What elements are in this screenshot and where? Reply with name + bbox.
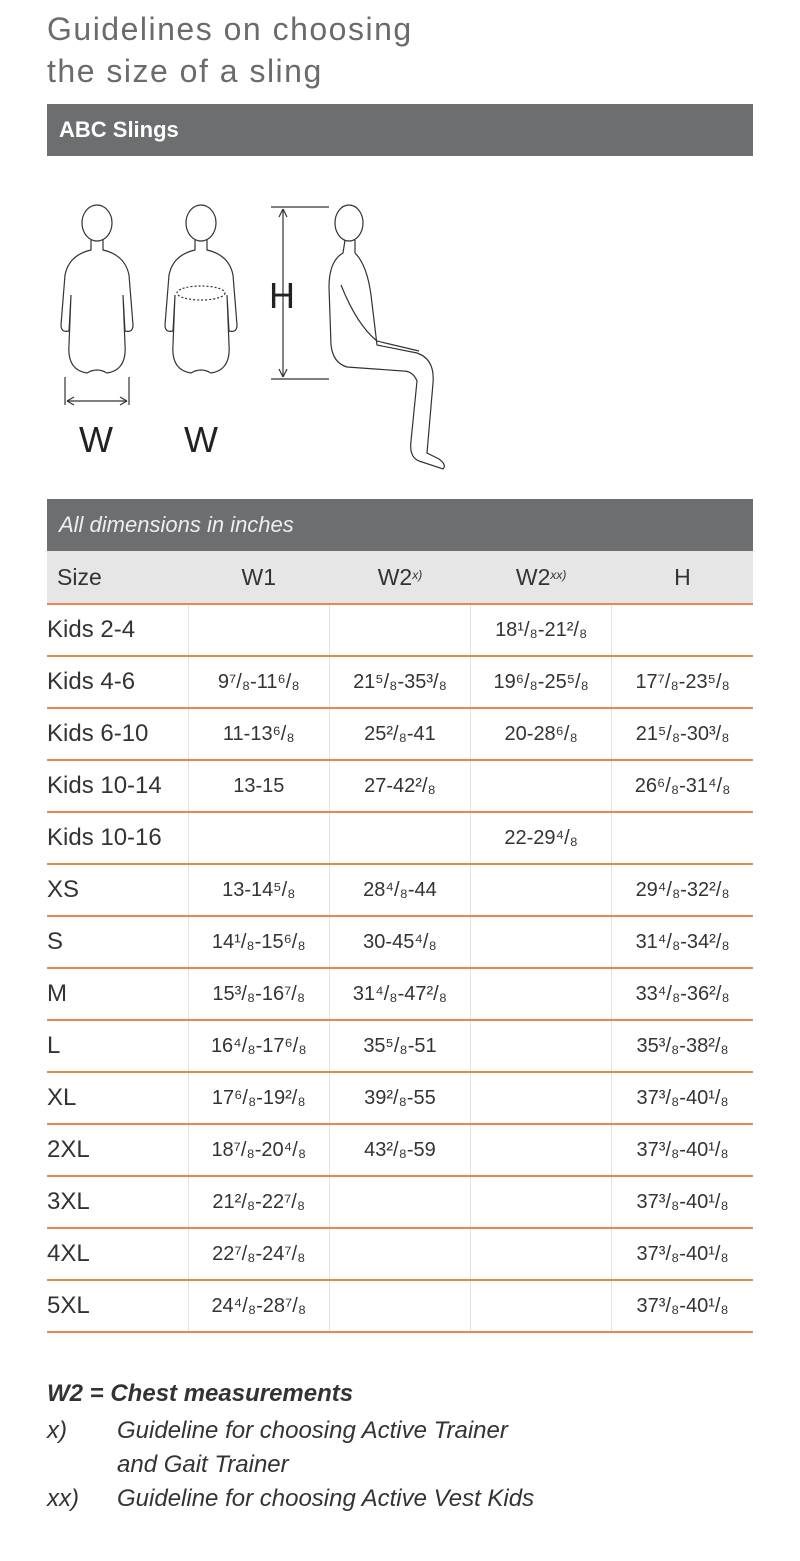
header-w2-x <box>329 551 470 604</box>
table-row <box>47 1020 753 1072</box>
cell-w1: 22⁷/₈-24⁷/₈ <box>188 1228 329 1280</box>
cell-h: 26⁶/₈-31⁴/₈ <box>612 760 753 812</box>
cell-w2xx <box>471 760 612 812</box>
header-w2-xx <box>471 551 612 604</box>
cell-w1: 13-15 <box>188 760 329 812</box>
cell-h: 33⁴/₈-36²/₈ <box>612 968 753 1020</box>
cell-h: 31⁴/₈-34²/₈ <box>612 916 753 968</box>
cell-size: S <box>47 916 188 968</box>
header-w2-xx-label: W2 <box>515 563 551 590</box>
table-header-row <box>47 551 753 604</box>
cell-h: 29⁴/₈-32²/₈ <box>612 864 753 916</box>
header-w2-x-mark: x) <box>412 567 423 582</box>
cell-w2xx <box>471 1228 612 1280</box>
table-row <box>47 812 753 864</box>
footnote-x <box>47 1414 753 1482</box>
cell-h: 37³/₈-40¹/₈ <box>612 1124 753 1176</box>
cell-w2xx: 19⁶/₈-25⁵/₈ <box>471 656 612 708</box>
page-title-line-2: the size of a sling <box>47 53 323 89</box>
cell-size: Kids 6-10 <box>47 708 188 760</box>
cell-w2x: 43²/₈-59 <box>329 1124 470 1176</box>
footnote-x-line-1: Guideline for choosing Active Trainer <box>117 1417 508 1444</box>
page-title <box>47 8 413 92</box>
cell-size: 4XL <box>47 1228 188 1280</box>
cell-w2x <box>329 1280 470 1332</box>
w2-definition: W2 = Chest measurements <box>47 1380 354 1407</box>
measurement-figures <box>47 195 467 485</box>
cell-w2x: 30-45⁴/₈ <box>329 916 470 968</box>
cell-h: 37³/₈-40¹/₈ <box>612 1280 753 1332</box>
footnote-xx-mark: xx) <box>47 1485 79 1512</box>
cell-w2x: 21⁵/₈-35³/₈ <box>329 656 470 708</box>
cell-w1: 9⁷/₈-11⁶/₈ <box>188 656 329 708</box>
section-header-bar: ABC Slings <box>47 104 753 156</box>
cell-size: M <box>47 968 188 1020</box>
cell-w2xx <box>471 864 612 916</box>
cell-w1: 24⁴/₈-28⁷/₈ <box>188 1280 329 1332</box>
header-size: Size <box>47 551 188 604</box>
cell-w2xx <box>471 1124 612 1176</box>
cell-h: 37³/₈-40¹/₈ <box>612 1176 753 1228</box>
cell-size: Kids 10-16 <box>47 812 188 864</box>
table-row <box>47 916 753 968</box>
cell-w1: 15³/₈-16⁷/₈ <box>188 968 329 1020</box>
header-w2-x-label: W2 <box>377 563 413 590</box>
h-label: H <box>269 275 295 316</box>
cell-size: 3XL <box>47 1176 188 1228</box>
cell-h: 21⁵/₈-30³/₈ <box>612 708 753 760</box>
table-row <box>47 1280 753 1332</box>
cell-size: L <box>47 1020 188 1072</box>
cell-w2x: 31⁴/₈-47²/₈ <box>329 968 470 1020</box>
cell-h: 37³/₈-40¹/₈ <box>612 1228 753 1280</box>
cell-w2xx <box>471 1176 612 1228</box>
cell-w2x: 25²/₈-41 <box>329 708 470 760</box>
table-row <box>47 1176 753 1228</box>
cell-w2x: 35⁵/₈-51 <box>329 1020 470 1072</box>
cell-w2xx <box>471 1072 612 1124</box>
cell-size: Kids 10-14 <box>47 760 188 812</box>
footnote-xx-text: Guideline for choosing Active Vest Kids <box>117 1485 535 1512</box>
cell-w1: 14¹/₈-15⁶/₈ <box>188 916 329 968</box>
size-table <box>47 551 753 1333</box>
cell-w1 <box>188 604 329 656</box>
footnote-x-text <box>117 1414 753 1482</box>
cell-w2x <box>329 812 470 864</box>
footnotes <box>47 1380 753 1516</box>
cell-w2xx <box>471 1280 612 1332</box>
table-row <box>47 1072 753 1124</box>
table-row <box>47 760 753 812</box>
cell-size: Kids 4-6 <box>47 656 188 708</box>
cell-w1: 11-13⁶/₈ <box>188 708 329 760</box>
header-h: H <box>612 551 753 604</box>
table-row <box>47 1124 753 1176</box>
units-caption-bar: All dimensions in inches <box>47 499 753 551</box>
cell-w1 <box>188 812 329 864</box>
cell-h: 17⁷/₈-23⁵/₈ <box>612 656 753 708</box>
cell-size: 5XL <box>47 1280 188 1332</box>
back-view-figure <box>61 205 133 405</box>
table-row <box>47 968 753 1020</box>
cell-h <box>612 812 753 864</box>
cell-w2xx: 22-29⁴/₈ <box>471 812 612 864</box>
cell-size: 2XL <box>47 1124 188 1176</box>
cell-w2x <box>329 604 470 656</box>
seated-side-figure <box>329 205 444 469</box>
w-label-back: W <box>79 419 113 460</box>
front-view-figure <box>165 205 237 373</box>
cell-size: XS <box>47 864 188 916</box>
w-label-front: W <box>184 419 218 460</box>
page-title-line-1: Guidelines on choosing <box>47 11 413 47</box>
cell-w2x: 39²/₈-55 <box>329 1072 470 1124</box>
size-table-container <box>47 499 753 1333</box>
cell-w1: 17⁶/₈-19²/₈ <box>188 1072 329 1124</box>
cell-w1: 21²/₈-22⁷/₈ <box>188 1176 329 1228</box>
cell-w1: 18⁷/₈-20⁴/₈ <box>188 1124 329 1176</box>
cell-w1: 16⁴/₈-17⁶/₈ <box>188 1020 329 1072</box>
cell-w2x <box>329 1228 470 1280</box>
cell-w2xx: 18¹/₈-21²/₈ <box>471 604 612 656</box>
table-row <box>47 656 753 708</box>
cell-h <box>612 604 753 656</box>
cell-w2x: 27-42²/₈ <box>329 760 470 812</box>
cell-w1: 13-14⁵/₈ <box>188 864 329 916</box>
cell-w2xx <box>471 968 612 1020</box>
cell-w2x <box>329 1176 470 1228</box>
cell-size: XL <box>47 1072 188 1124</box>
cell-w2xx <box>471 916 612 968</box>
cell-w2x: 28⁴/₈-44 <box>329 864 470 916</box>
table-row <box>47 708 753 760</box>
cell-h: 35³/₈-38²/₈ <box>612 1020 753 1072</box>
cell-w2xx <box>471 1020 612 1072</box>
cell-h: 37³/₈-40¹/₈ <box>612 1072 753 1124</box>
footnote-x-mark: x) <box>47 1417 67 1444</box>
footnote-xx <box>47 1482 753 1516</box>
footnote-x-line-2: and Gait Trainer <box>117 1451 289 1478</box>
cell-size: Kids 2-4 <box>47 604 188 656</box>
table-row <box>47 1228 753 1280</box>
table-row <box>47 864 753 916</box>
header-w1: W1 <box>188 551 329 604</box>
cell-w2xx: 20-28⁶/₈ <box>471 708 612 760</box>
header-w2-xx-mark: xx) <box>550 567 567 582</box>
table-row <box>47 604 753 656</box>
